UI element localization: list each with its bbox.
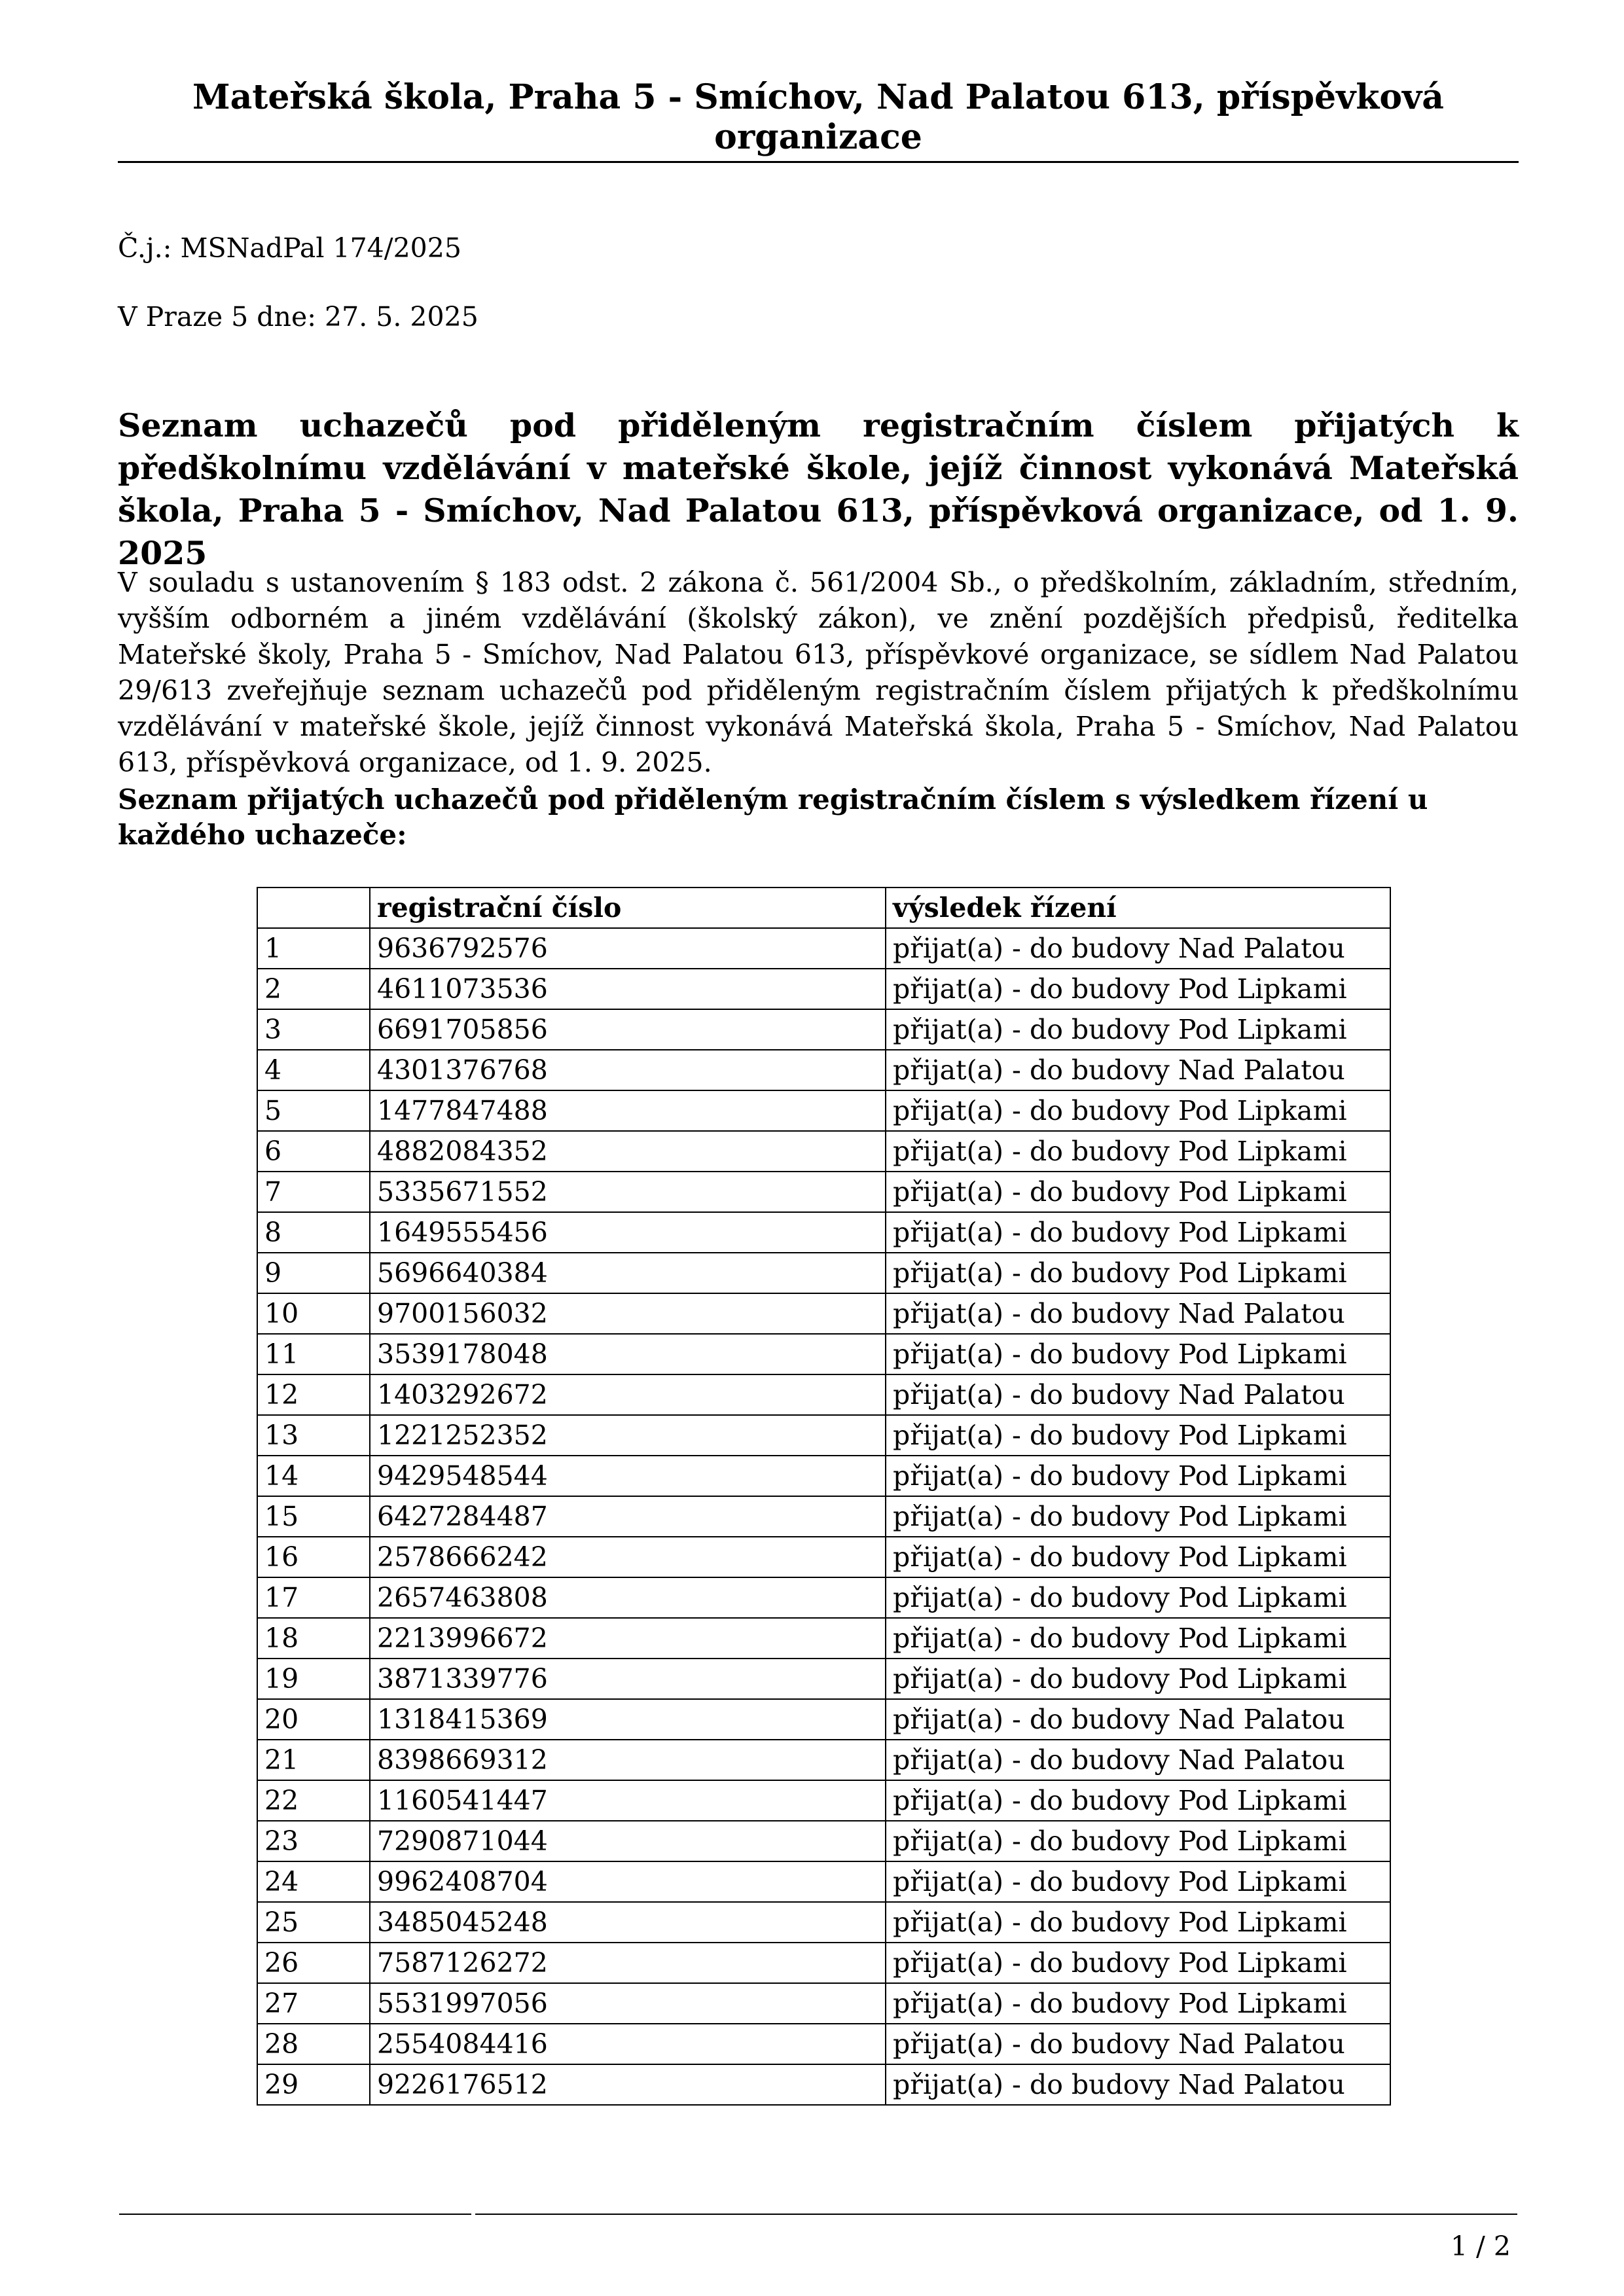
table-row	[257, 1496, 1390, 1537]
registration-number-cell: 1649555456	[370, 1212, 886, 1253]
row-index-cell: 26	[257, 1943, 370, 1983]
registration-number-cell: 8398669312	[370, 1740, 886, 1780]
table-header-row	[257, 888, 1390, 928]
place-and-date: V Praze 5 dne: 27. 5. 2025	[118, 301, 478, 332]
result-cell: přijat(a) - do budovy Pod Lipkami	[886, 1659, 1390, 1699]
row-index-cell: 22	[257, 1780, 370, 1821]
table-row	[257, 1821, 1390, 1861]
table-row	[257, 2024, 1390, 2064]
document-title: Seznam uchazečů pod přiděleným registračním číslem přijatých k předškolnímu vzdělávání v mateřské škole, jejíž činnost vykonává Mateřská škola, Praha 5 - Smíchov, Nad Palatou 613, příspěvková organizace, od 1. 9. 2025	[118, 406, 1519, 572]
row-index-cell: 17	[257, 1577, 370, 1618]
registration-number-cell: 7290871044	[370, 1821, 886, 1861]
table-row	[257, 1172, 1390, 1212]
results-table	[257, 887, 1391, 2106]
row-index-cell: 2	[257, 969, 370, 1009]
table-row	[257, 969, 1390, 1009]
table-body	[257, 928, 1390, 2105]
row-index-cell: 28	[257, 2024, 370, 2064]
registration-number-cell: 7587126272	[370, 1943, 886, 1983]
table-row	[257, 1050, 1390, 1090]
row-index-cell: 9	[257, 1253, 370, 1293]
row-index-cell: 6	[257, 1131, 370, 1172]
registration-number-cell: 3485045248	[370, 1902, 886, 1943]
result-cell: přijat(a) - do budovy Nad Palatou	[886, 2064, 1390, 2105]
table-row	[257, 928, 1390, 969]
result-cell: přijat(a) - do budovy Pod Lipkami	[886, 1537, 1390, 1577]
row-index-cell: 1	[257, 928, 370, 969]
footer-divider-left	[119, 2214, 471, 2215]
row-index-cell: 12	[257, 1374, 370, 1415]
result-cell: přijat(a) - do budovy Pod Lipkami	[886, 1861, 1390, 1902]
row-index-cell: 13	[257, 1415, 370, 1456]
registration-number-cell: 3539178048	[370, 1334, 886, 1374]
reference-number: Č.j.: MSNadPal 174/2025	[118, 232, 461, 264]
row-index-cell: 23	[257, 1821, 370, 1861]
result-cell: přijat(a) - do budovy Nad Palatou	[886, 2024, 1390, 2064]
row-index-cell: 24	[257, 1861, 370, 1902]
row-index-cell: 27	[257, 1983, 370, 2024]
row-index-cell: 29	[257, 2064, 370, 2105]
registration-number-cell: 1221252352	[370, 1415, 886, 1456]
table-row	[257, 1415, 1390, 1456]
row-index-cell: 16	[257, 1537, 370, 1577]
table-row	[257, 1009, 1390, 1050]
registration-number-cell: 4611073536	[370, 969, 886, 1009]
table-row	[257, 1253, 1390, 1293]
column-header-index	[257, 888, 370, 928]
result-cell: přijat(a) - do budovy Nad Palatou	[886, 1374, 1390, 1415]
registration-number-cell: 6427284487	[370, 1496, 886, 1537]
result-cell: přijat(a) - do budovy Pod Lipkami	[886, 1456, 1390, 1496]
result-cell: přijat(a) - do budovy Pod Lipkami	[886, 1131, 1390, 1172]
result-cell: přijat(a) - do budovy Pod Lipkami	[886, 1943, 1390, 1983]
page-header: Mateřská škola, Praha 5 - Smíchov, Nad Palatou 613, příspěvková organizace	[192, 77, 1444, 157]
result-cell: přijat(a) - do budovy Pod Lipkami	[886, 1902, 1390, 1943]
registration-number-cell: 2657463808	[370, 1577, 886, 1618]
result-cell: přijat(a) - do budovy Pod Lipkami	[886, 1415, 1390, 1456]
row-index-cell: 18	[257, 1618, 370, 1659]
intro-paragraph: V souladu s ustanovením § 183 odst. 2 zákona č. 561/2004 Sb., o předškolním, základním, středním, vyšším odborném a jiném vzdělávání (školský zákon), ve znění pozdějších předpisů, ředitelka Mateřské školy, Praha 5 - Smíchov, Nad Palatou 613, příspěvkové organizace, se sídlem Nad Palatou 29/613 zveřejňuje seznam uchazečů pod přiděleným registračním číslem přijatých k předškolnímu vzdělávání v mateřské škole, jejíž činnost vykonává Mateřská škola, Praha 5 - Smíchov, Nad Palatou 613, příspěvková organizace, od 1. 9. 2025.	[118, 567, 1519, 778]
result-cell: přijat(a) - do budovy Pod Lipkami	[886, 1983, 1390, 2024]
row-index-cell: 5	[257, 1090, 370, 1131]
row-index-cell: 8	[257, 1212, 370, 1253]
registration-number-cell: 9636792576	[370, 928, 886, 969]
table-row	[257, 1456, 1390, 1496]
page-number: 1 / 2	[1450, 2231, 1511, 2262]
row-index-cell: 3	[257, 1009, 370, 1050]
result-cell: přijat(a) - do budovy Pod Lipkami	[886, 1172, 1390, 1212]
result-cell: přijat(a) - do budovy Nad Palatou	[886, 1293, 1390, 1334]
table-row	[257, 1334, 1390, 1374]
result-cell: přijat(a) - do budovy Pod Lipkami	[886, 1212, 1390, 1253]
row-index-cell: 20	[257, 1699, 370, 1740]
table-row	[257, 1618, 1390, 1659]
result-cell: přijat(a) - do budovy Pod Lipkami	[886, 1577, 1390, 1618]
result-cell: přijat(a) - do budovy Pod Lipkami	[886, 969, 1390, 1009]
result-cell: přijat(a) - do budovy Pod Lipkami	[886, 1496, 1390, 1537]
column-header-registration-number: registrační číslo	[370, 888, 886, 928]
registration-number-cell: 2578666242	[370, 1537, 886, 1577]
registration-number-cell: 1318415369	[370, 1699, 886, 1740]
registration-number-cell: 2554084416	[370, 2024, 886, 2064]
row-index-cell: 21	[257, 1740, 370, 1780]
registration-number-cell: 5335671552	[370, 1172, 886, 1212]
table-row	[257, 1374, 1390, 1415]
registration-number-cell: 9962408704	[370, 1861, 886, 1902]
registration-number-cell: 9700156032	[370, 1293, 886, 1334]
table-row	[257, 1699, 1390, 1740]
table-row	[257, 1212, 1390, 1253]
row-index-cell: 15	[257, 1496, 370, 1537]
result-cell: přijat(a) - do budovy Pod Lipkami	[886, 1821, 1390, 1861]
table-row	[257, 1943, 1390, 1983]
result-cell: přijat(a) - do budovy Pod Lipkami	[886, 1253, 1390, 1293]
table-row	[257, 1740, 1390, 1780]
row-index-cell: 14	[257, 1456, 370, 1496]
registration-number-cell: 4301376768	[370, 1050, 886, 1090]
row-index-cell: 25	[257, 1902, 370, 1943]
result-cell: přijat(a) - do budovy Nad Palatou	[886, 1699, 1390, 1740]
registration-number-cell: 1477847488	[370, 1090, 886, 1131]
footer-divider-right	[475, 2214, 1517, 2215]
header-divider	[118, 161, 1519, 163]
table-row	[257, 1537, 1390, 1577]
result-cell: přijat(a) - do budovy Pod Lipkami	[886, 1334, 1390, 1374]
list-heading: Seznam přijatých uchazečů pod přiděleným registračním číslem s výsledkem řízení u každého uchazeče:	[118, 783, 1428, 851]
table-row	[257, 1902, 1390, 1943]
registration-number-cell: 6691705856	[370, 1009, 886, 1050]
registration-number-cell: 5531997056	[370, 1983, 886, 2024]
registration-number-cell: 5696640384	[370, 1253, 886, 1293]
table-row	[257, 1861, 1390, 1902]
registration-number-cell: 4882084352	[370, 1131, 886, 1172]
table-row	[257, 1293, 1390, 1334]
row-index-cell: 11	[257, 1334, 370, 1374]
result-cell: přijat(a) - do budovy Pod Lipkami	[886, 1780, 1390, 1821]
table-row	[257, 2064, 1390, 2105]
registration-number-cell: 9429548544	[370, 1456, 886, 1496]
registration-number-cell: 1160541447	[370, 1780, 886, 1821]
result-cell: přijat(a) - do budovy Pod Lipkami	[886, 1009, 1390, 1050]
table-row	[257, 1983, 1390, 2024]
row-index-cell: 7	[257, 1172, 370, 1212]
registration-number-cell: 3871339776	[370, 1659, 886, 1699]
table-row	[257, 1659, 1390, 1699]
row-index-cell: 19	[257, 1659, 370, 1699]
row-index-cell: 4	[257, 1050, 370, 1090]
table-row	[257, 1577, 1390, 1618]
result-cell: přijat(a) - do budovy Nad Palatou	[886, 1050, 1390, 1090]
registration-number-cell: 9226176512	[370, 2064, 886, 2105]
result-cell: přijat(a) - do budovy Pod Lipkami	[886, 1618, 1390, 1659]
column-header-result: výsledek řízení	[886, 888, 1390, 928]
table-row	[257, 1131, 1390, 1172]
result-cell: přijat(a) - do budovy Pod Lipkami	[886, 1090, 1390, 1131]
table-row	[257, 1090, 1390, 1131]
registration-number-cell: 1403292672	[370, 1374, 886, 1415]
table-row	[257, 1780, 1390, 1821]
registration-number-cell: 2213996672	[370, 1618, 886, 1659]
result-cell: přijat(a) - do budovy Nad Palatou	[886, 1740, 1390, 1780]
row-index-cell: 10	[257, 1293, 370, 1334]
result-cell: přijat(a) - do budovy Nad Palatou	[886, 928, 1390, 969]
